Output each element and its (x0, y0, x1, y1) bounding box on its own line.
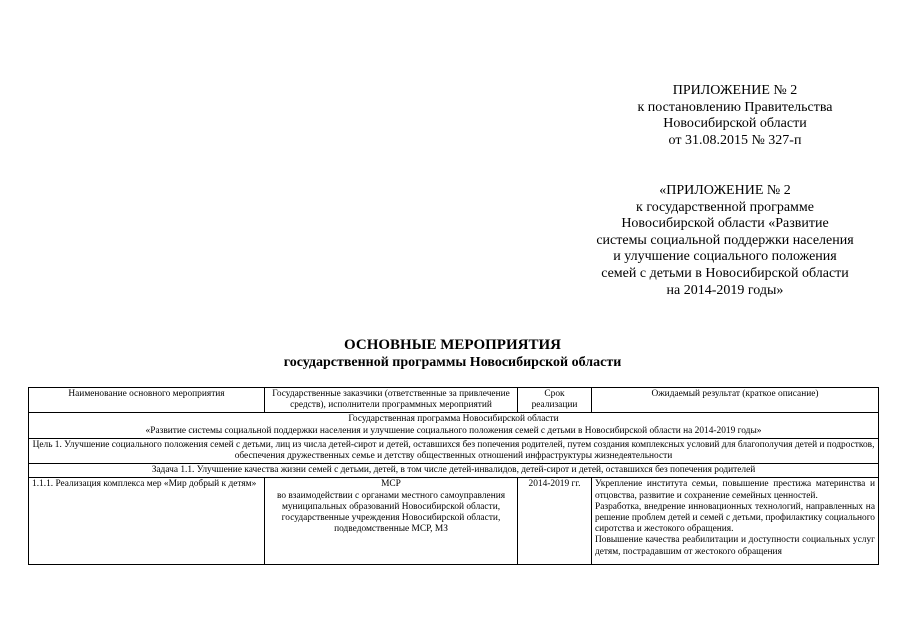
program-appendix-line3: Новосибирской области «Развитие (621, 216, 829, 232)
activity-customer-main: МСР (381, 479, 401, 490)
activities-table (28, 387, 879, 565)
document-subtitle: государственной программы Новосибирской области (283, 355, 622, 370)
table-row (29, 478, 879, 565)
program-appendix-number: «ПРИЛОЖЕНИЕ № 2 (659, 183, 791, 198)
activity-term: 2014-2019 гг. (518, 478, 592, 565)
task-cell: Задача 1.1. Улучшение качества жизни семей с детьми, детей, в том числе детей-инвалидов, детей-сирот и детей, оставшихся без попечения родителей (29, 464, 879, 478)
activity-customer-rest: во взаимодействии с органами местного самоуправления муниципальных образований Новосибирской области, государственные учреждения Новосибирской области, подведомственные МСР, МЗ (276, 490, 506, 535)
activity-result-1: Укрепление института семьи, повышение престижа материнства и отцовства, развитие и сохранение семейных ценностей. (595, 479, 875, 501)
header-result: Ожидаемый результат (краткое описание) (592, 388, 879, 413)
program-appendix-line4: системы социальной поддержки населения (596, 232, 854, 248)
header-term: Срок реализации (518, 388, 592, 413)
program-appendix-line7: на 2014-2019 годы» (666, 282, 784, 298)
program-name-line1: Государственная программа Новосибирской области (348, 414, 559, 425)
header-customers: Государственные заказчики (ответственные за привлечение средств), исполнители программных мероприятий (265, 388, 518, 413)
activity-result (592, 478, 879, 565)
activity-result-3: Повышение качества реабилитации и доступности социальных услуг детям, пострадавшим от жестокого обращения (595, 535, 875, 557)
goal-cell: Цель 1. Улучшение социального положения семей с детьми, лиц из числа детей-сирот и детей, оставшихся без попечения родителей, путем создания комплексных условий для благополучия детей и подростков, обеспечения дружественных семье и детству общественных отношений инфраструктуры жизнедеятельности (29, 438, 879, 463)
goal-row (29, 438, 879, 463)
appendix-region: Новосибирской области (663, 116, 807, 131)
program-row (29, 413, 879, 438)
program-appendix-header (580, 183, 870, 299)
appendix-number: ПРИЛОЖЕНИЕ № 2 (672, 83, 798, 98)
appendix-resolution: к постановлению Правительства (637, 99, 833, 115)
program-appendix-line6: семей с детьми в Новосибирской области (601, 265, 849, 281)
activity-name: 1.1.1. Реализация комплекса мер «Мир добрый к детям» (29, 478, 265, 565)
program-appendix-line5: и улучшение социального положения (613, 249, 837, 265)
task-row (29, 464, 879, 478)
program-appendix-line2: к государственной программе (636, 199, 814, 215)
header-name: Наименование основного мероприятия (29, 388, 265, 413)
document-title: ОСНОВНЫЕ МЕРОПРИЯТИЯ (344, 337, 561, 353)
table-header-row (29, 388, 879, 413)
appendix-date: от 31.08.2015 № 327-п (668, 132, 802, 148)
program-name-line2: «Развитие системы социальной поддержки населения и улучшение социального положения семей с детьми в Новосибирской области на 2014-2019 годы» (145, 425, 762, 436)
appendix-header (620, 83, 850, 149)
activity-customers (265, 478, 518, 565)
program-cell (29, 413, 879, 438)
activity-result-2: Разработка, внедрение инновационных технологий, направленных на решение проблем детей и семей с детьми, профилактику социального сиротства и жестокого обращения. (595, 501, 875, 535)
